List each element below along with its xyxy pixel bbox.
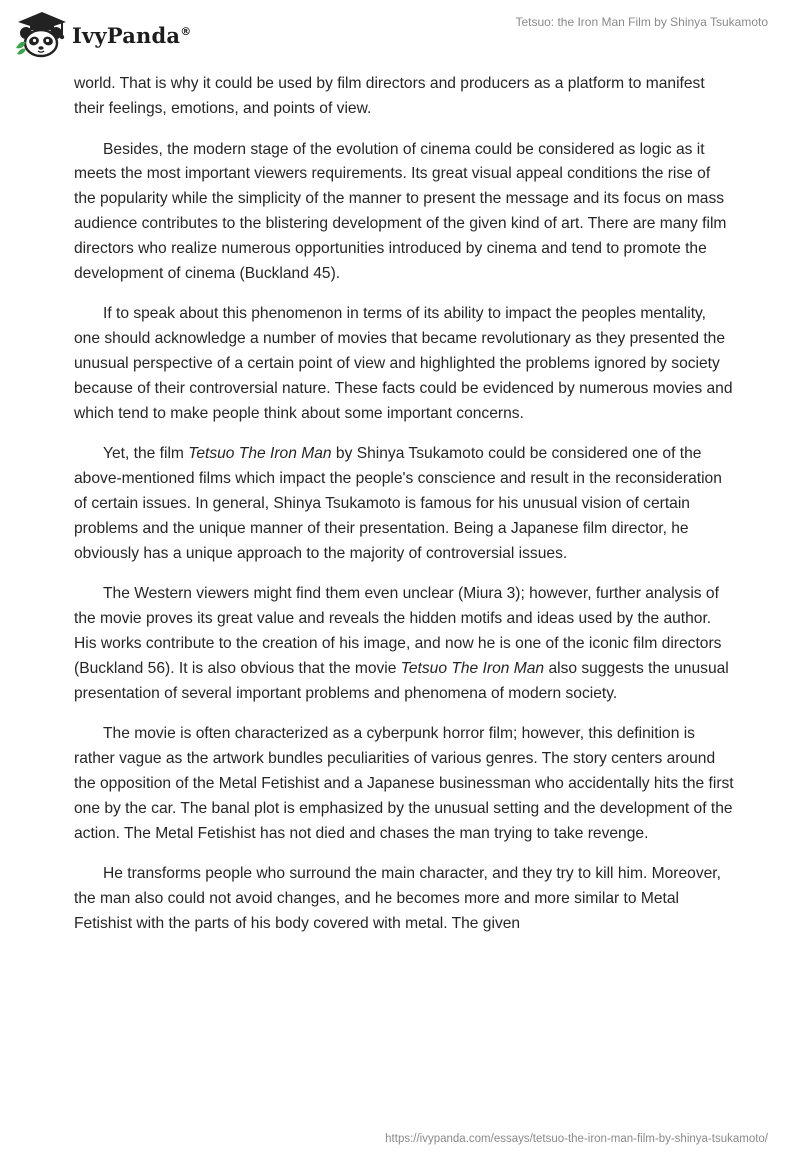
film-title: Tetsuo The Iron Man xyxy=(188,445,332,463)
registered-mark: ® xyxy=(180,24,192,38)
panda-graduation-cap-icon xyxy=(14,8,68,58)
paragraph-4-rest: by Shinya Tsukamoto could be considered one of the above-mentioned films which impact the people's conscience and result in the reconsideration of certain issues. In general, Shinya Tsukamoto is famous for his unusual vision of certain problems and the unique manner of their presentation. Being a Japanese film director, he obviously has a unique approach to the majority of controversial issues. xyxy=(74,445,722,562)
film-title: Tetsuo The Iron Man xyxy=(400,659,545,677)
brand-logo[interactable] xyxy=(14,8,191,58)
essay-body xyxy=(74,72,734,953)
paragraph-5-lead: The Western viewers might find them even unclear (Miura 3); however, further analysis of the movie proves its great value and reveals the hidden motifs and ideas used by the author. His works contribute to the creation of his image, and now he is one of the iconic film directors (Buckland 56). It is also obvious that the movie xyxy=(74,585,722,677)
paragraph-4-lead: Yet, the film xyxy=(103,445,189,463)
paragraph-1: world. That is why it could be used by film directors and producers as a platform to manifest their feelings, emotions, and points of view. xyxy=(74,75,705,117)
page-header xyxy=(0,0,800,70)
document-title: Tetsuo: the Iron Man Film by Shinya Tsukamoto xyxy=(515,15,768,29)
paragraph-4 xyxy=(74,442,734,566)
source-url-link[interactable]: https://ivypanda.com/essays/tetsuo-the-iron-man-film-by-shinya-tsukamoto/ xyxy=(385,1133,768,1145)
brand-name: IvyPanda® xyxy=(72,22,192,48)
paragraph-6: The movie is often characterized as a cyberpunk horror film; however, this definition is rather vague as the artwork bundles peculiarities of various genres. The story centers around the opposition of the Metal Fetishist and a Japanese businessman who accidentally hits the first one by the car. The banal plot is emphasized by the unusual setting and the development of the action. The Metal Fetishist has not died and chases the man trying to take revenge. xyxy=(74,725,734,842)
paragraph-5 xyxy=(74,582,734,706)
paragraph-2: Besides, the modern stage of the evolution of cinema could be considered as logic as it meets the most important viewers requirements. Its great visual appeal conditions the rise of the popularity while the simplicity of the manner to present the message and its focus on mass audience contributes to the blistering development of the given kind of art. There are many film directors who realize numerous opportunities introduced by cinema and tend to promote the development of cinema (Buckland 45). xyxy=(74,140,727,282)
paragraph-5-rest: also suggests the unusual presentation of several important problems and phenomena of modern society. xyxy=(74,659,729,702)
paragraph-7: He transforms people who surround the main character, and they try to kill him. Moreover, the man also could not avoid changes, and he becomes more and more similar to Metal Fetishist with the parts of his body covered with metal. The given xyxy=(74,865,721,932)
paragraph-3: If to speak about this phenomenon in terms of its ability to impact the peoples mentality, one should acknowledge a number of movies that became revolutionary as they presented the unusual perspective of a certain point of view and highlighted the problems ignored by society because of their controversial nature. These facts could be evidenced by numerous movies and which tend to make people think about some important concerns. xyxy=(74,305,733,422)
